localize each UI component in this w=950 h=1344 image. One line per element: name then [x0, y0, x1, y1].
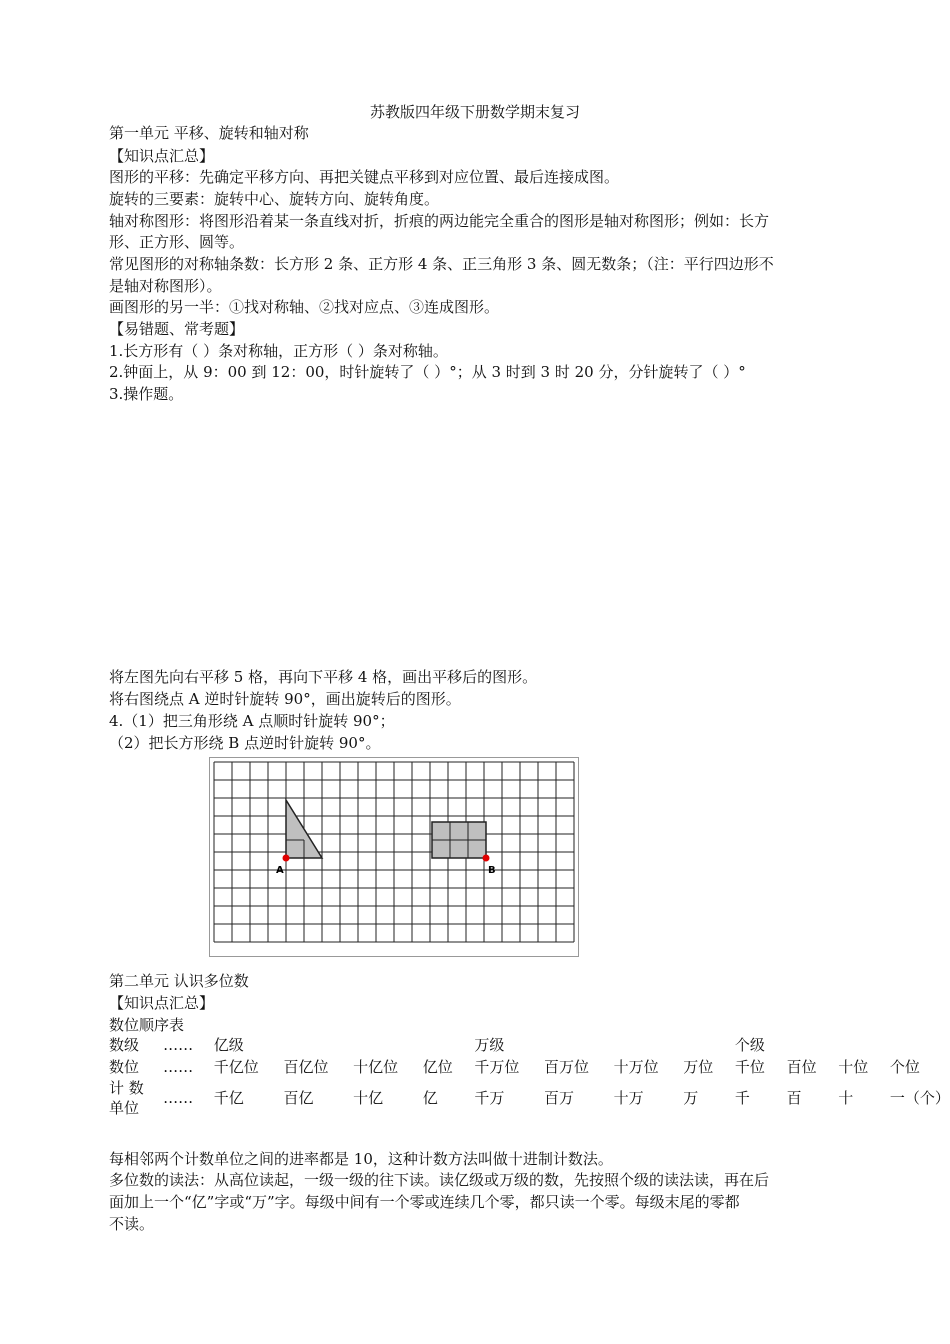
- unit2-heading: 第二单元 认识多位数: [109, 972, 249, 990]
- question-3-translate: 将左图先向右平移 5 格，再向下平移 4 格，画出平移后的图形。: [109, 668, 538, 686]
- unit-cell: 十万: [613, 1089, 644, 1107]
- units-label: 计 数 单位: [109, 1079, 144, 1117]
- question-2: 2.钟面上，从 9：00 到 12：00，时针旋转了（ ）°；从 3 时到 3 时 20 分，分针旋转了（ ）°: [109, 363, 746, 381]
- place-cell: 个位: [889, 1058, 920, 1076]
- unit2-reading-text-a: 多位数的读法：从高位读起，一级一级的往下读。读亿级或万级的数，先按照个级的读法读，再在后: [109, 1171, 770, 1189]
- level-wan: 万级: [474, 1036, 505, 1054]
- unit-cell: 百亿: [283, 1089, 314, 1107]
- unit-cell: 百万: [544, 1089, 575, 1107]
- unit1-axis-count-text-b: 是轴对称图形）。: [109, 277, 222, 295]
- point-b-marker: [483, 855, 490, 862]
- unit1-heading: 第一单元 平移、旋转和轴对称: [109, 124, 309, 142]
- unit1-symmetry-text-b: 形、正方形、圆等。: [109, 233, 245, 251]
- table-row-units: [104, 1078, 950, 1118]
- place-cell: 百万位: [544, 1058, 590, 1076]
- unit-cell: 万: [683, 1089, 699, 1107]
- unit2-reading-text-c: 不读。: [109, 1215, 155, 1233]
- place-cell: 亿位: [422, 1058, 453, 1076]
- unit-cell: 百: [786, 1089, 802, 1107]
- grid-lines: [214, 762, 574, 942]
- places-dots: ……: [163, 1058, 194, 1076]
- place-cell: 十万位: [613, 1058, 659, 1076]
- place-value-table: [104, 1034, 950, 1118]
- unit1-half-figure-text: 画图形的另一半：①找对称轴、②找对应点、③连成图形。: [109, 298, 500, 316]
- place-cell: 千位: [734, 1058, 765, 1076]
- point-a-label: A: [276, 865, 284, 876]
- unit-cell: 十: [838, 1089, 854, 1107]
- unit2-reading-text-b: 面加上一个“亿”字或“万”字。每级中间有一个零或连续几个零，都只读一个零。每级末尾的零都: [109, 1193, 740, 1211]
- table-row-levels: [104, 1034, 950, 1056]
- place-value-table-title: 数位顺序表: [109, 1016, 185, 1034]
- unit-cell: 千亿: [213, 1089, 244, 1107]
- question-3: 3.操作题。: [109, 385, 184, 403]
- question-3-rotate: 将右图绕点 A 逆时针旋转 90°，画出旋转后的图形。: [109, 690, 461, 708]
- unit2-summary-label: 【知识点汇总】: [109, 994, 215, 1012]
- levels-dots: ……: [163, 1036, 194, 1054]
- unit-cell: 千: [734, 1089, 750, 1107]
- units-dots: ……: [163, 1089, 194, 1107]
- unit1-axis-count-text-a: 常见图形的对称轴条数：长方形 2 条、正方形 4 条、正三角形 3 条、圆无数条；（注：平行四边形不: [109, 255, 774, 273]
- place-cell: 百亿位: [283, 1058, 329, 1076]
- levels-label: 数级: [109, 1036, 140, 1054]
- place-cell: 十位: [838, 1058, 869, 1076]
- unit1-summary-label: 【知识点汇总】: [109, 147, 215, 165]
- place-cell: 百位: [786, 1058, 817, 1076]
- page-title: 苏教版四年级下册数学期末复习: [369, 103, 580, 121]
- question-1: 1.长方形有（ ）条对称轴，正方形（ ）条对称轴。: [109, 342, 448, 360]
- point-b-label: B: [488, 865, 496, 876]
- place-cell: 千万位: [474, 1058, 520, 1076]
- question-4-part-2: （2）把长方形绕 B 点逆时针旋转 90°。: [109, 734, 381, 752]
- unit2-decimal-text: 每相邻两个计数单位之间的进率都是 10，这种计数方法叫做十进制计数法。: [109, 1150, 613, 1168]
- unit1-rotation-text: 旋转的三要素：旋转中心、旋转方向、旋转角度。: [109, 190, 440, 208]
- place-cell: 十亿位: [353, 1058, 399, 1076]
- unit1-symmetry-text-a: 轴对称图形：将图形沿着某一条直线对折，折痕的两边能完全重合的图形是轴对称图形；例如：长方: [109, 212, 770, 230]
- unit1-translation-text: 图形的平移：先确定平移方向、再把关键点平移到对应位置、最后连接成图。: [109, 168, 620, 186]
- unit-cell: 亿: [422, 1089, 438, 1107]
- unit1-errors-label: 【易错题、常考题】: [109, 320, 245, 338]
- places-label: 数位: [109, 1058, 140, 1076]
- level-ge: 个级: [734, 1036, 765, 1054]
- unit-cell: 一（个）: [889, 1089, 950, 1107]
- table-row-places: [104, 1056, 950, 1078]
- point-a-marker: [283, 855, 290, 862]
- place-cell: 千亿位: [213, 1058, 259, 1076]
- unit-cell: 十亿: [353, 1089, 384, 1107]
- unit-cell: 千万: [474, 1089, 505, 1107]
- grid-figure: [209, 757, 579, 957]
- level-yi: 亿级: [213, 1036, 244, 1054]
- grid-svg: [210, 758, 578, 956]
- place-cell: 万位: [683, 1058, 714, 1076]
- question-4-part-1: 4.（1）把三角形绕 A 点顺时针旋转 90°；: [109, 712, 395, 730]
